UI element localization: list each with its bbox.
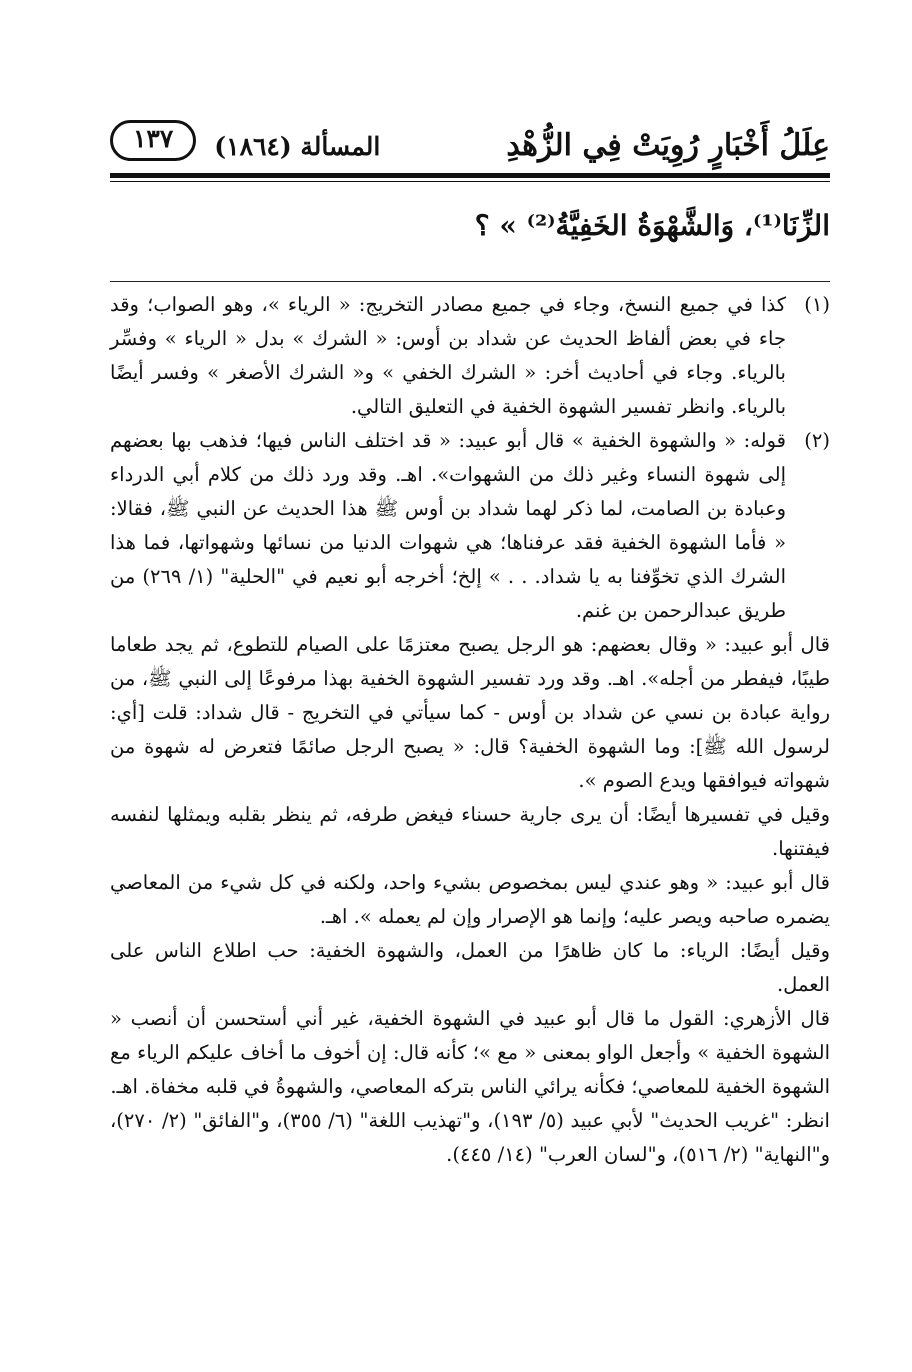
footnote-paragraph: انظر: "غريب الحديث" لأبي عبيد (٥/ ١٩٣)، و"تهذيب اللغة" (٦/ ٣٥٥)، و"الفائق" (٢/ ٢٧٠)، و"النهاية" (٢/ ٥١٦)، و"لسان العرب" (١٤/ ٤٤٥).: [110, 1109, 830, 1167]
footnote-1: [110, 288, 830, 424]
footnote-2: [110, 424, 830, 628]
footnote-continuation: [110, 628, 830, 1172]
footnote-paragraph: قال أبو عبيد: « وهو عندي ليس بمخصوص بشيء واحد، ولكنه في كل شيء من المعاصي يضمره صاحبه ويصر عليه؛ وإنما هو الإصرار وإن لم يعمله ». اهـ.: [110, 871, 830, 929]
footnote-body: [110, 288, 786, 424]
footnote-paragraph: قوله: « والشهوة الخفية » قال أبو عبيد: « قد اختلف الناس فيها؛ فذهب بها بعضهم إلى شهوة النساء وغير ذلك من الشهوات». اهـ. وقد ورد ذلك من كلام أبي الدرداء وعبادة بن الصامت، لما ذكر لهما شداد بن أوس ﷺ هذا الحديث عن النبي ﷺ، فقالا: « فأما الشهوة الخفية فقد عرفناها؛ هي شهوات الدنيا من نسائها وشهواتها، فما هذا الشرك الذي تخوِّفنا به يا شداد. . . » إلخ؛ أخرجه أبو نعيم في "الحلية" (١/ ٢٦٩) من طريق عبدالرحمن بن غنم.: [110, 429, 786, 623]
footnote-paragraph: قال أبو عبيد: « وقال بعضهم: هو الرجل يصبح معتزمًا على الصيام للتطوع، ثم يجد طعاما طيبًا، فيفطر من أجله». اهـ. وقد ورد تفسير الشهوة الخفية بهذا مرفوعًا إلى النبي ﷺ، من رواية عبادة بن نسي عن شداد بن أوس - كما سيأتي في التخريج - قال شداد: قلت [أي: لرسول الله ﷺ]: وما الشهوة الخفية؟ قال: « يصبح الرجل صائمًا فتعرض له شهوة من شهواته فيوافقها ويدع الصوم ».: [110, 633, 830, 793]
footnote-number: (١): [804, 293, 830, 317]
footnote-paragraph: قال الأزهري: القول ما قال أبو عبيد في الشهوة الخفية، غير أني أستحسن أن أنصب « الشهوة الخفية » وأجعل الواو بمعنى « مع »؛ كأنه قال: إن أخوف ما أخاف عليكم الرياء مع الشهوة الخفية للمعاصي؛ فكأنه يرائي الناس بتركه المعاصي، والشهوةُ في قلبه مخفاة. اهـ.: [110, 1007, 830, 1099]
book-title: عِلَلُ أَخْبَارٍ رُوِيَتْ فِي الزُّهْدِ: [506, 128, 830, 163]
issue-label: المسألة (١٨٦٤): [214, 132, 381, 161]
page-number: ١٣٧: [110, 120, 196, 162]
footnote-separator: [110, 281, 830, 282]
running-header: [110, 105, 830, 165]
page: [110, 105, 830, 1345]
footnote-paragraph: كذا في جميع النسخ، وجاء في جميع مصادر التخريج: « الرياء »، وهو الصواب؛ وقد جاء في بعض ألفاظ الحديث عن شداد بن أوس: « الشرك » بدل « الرياء » وفسِّر بالرياء. وجاء في أحاديث أخر: « الشرك الخفي » و« الشرك الأصغر » وفسر أيضًا بالرياء. وانظر تفسير الشهوة الخفية في التعليق التالي.: [110, 293, 786, 419]
main-text: الزِّنَا⁽¹⁾، وَالشَّهْوَةُ الخَفِيَّةُ⁽²⁾ » ؟: [474, 209, 830, 242]
footnote-paragraph: وقيل في تفسيرها أيضًا: أن يرى جارية حسناء فيغض طرفه، ثم ينظر بقلبه ويمثلها لنفسه فيفتنها.: [110, 803, 830, 861]
footnotes: [110, 288, 830, 1172]
header-left-group: [110, 120, 380, 166]
footnote-number: (٢): [804, 429, 830, 453]
header-rule-thin: [110, 181, 830, 182]
footnote-body: [110, 424, 786, 628]
footnote-paragraph: وقيل أيضًا: الرياء: ما كان ظاهرًا من العمل، والشهوة الخفية: حب اطلاع الناس على العمل.: [110, 939, 830, 997]
header-rule-thick: [110, 173, 830, 178]
